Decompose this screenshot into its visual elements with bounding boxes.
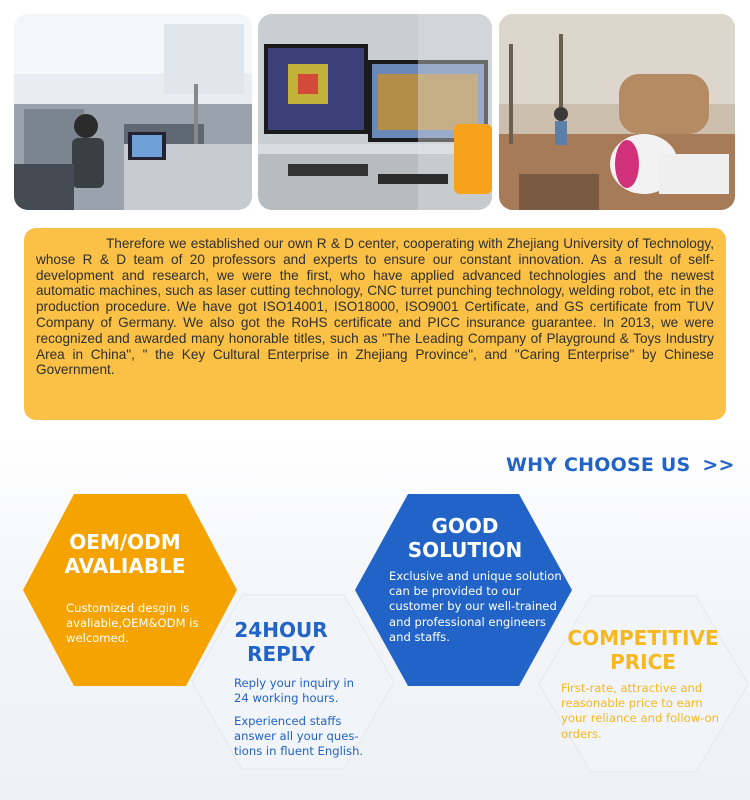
solution-title: GOOD SOLUTION xyxy=(407,514,523,562)
double-arrow-icon: >> xyxy=(702,454,735,476)
price-description: First-rate, attractive and reasonable price to earn your reliance and follow-on orders. xyxy=(561,681,720,741)
solution-description: Exclusive and unique solution can be provided to our customer by our well-trained and professional engineers and staffs. xyxy=(389,569,562,644)
reply-title: 24HOUR REPLY xyxy=(234,618,328,666)
price-title: COMPETITIVE PRICE xyxy=(567,626,719,674)
reply-description-1: Reply your inquiry in 24 working hours. xyxy=(234,676,354,706)
oem-title: OEM/ODM AVALIABLE xyxy=(64,530,186,578)
oem-description: Customized desgin is avaliable,OEM&ODM is welcomed. xyxy=(66,601,199,646)
about-paragraph: Therefore we established our own R & D center, cooperating with Zhejiang University of Technology, whose R & D team of 20 professors and experts to ensure our constant innovation. As a result of self-development and research, we were the first, who have applied advanced technologies and the newest automatic machines, such as laser cutting technology, CNC turret punching technology, welding robot, etc in the production procedure. We have got ISO14001, ISO18000, ISO9001 Certificate, and GS certificate from TUV Company of Germany. We also got the RoHS certificate and PICC insurance guarantee. In 2013, we were recognized and awarded many honorable titles, such as "The Leading Company of Playground & Toys Industry Area in China", " the Key Cultural Enterprise in Zhejiang Province", and "Caring Enterprise" by Chinese Government. xyxy=(36,236,714,378)
reply-description-2: Experienced staffs answer all your ques-tions in fluent English. xyxy=(234,714,364,759)
why-choose-us-text: WHY CHOOSE US xyxy=(506,454,691,476)
